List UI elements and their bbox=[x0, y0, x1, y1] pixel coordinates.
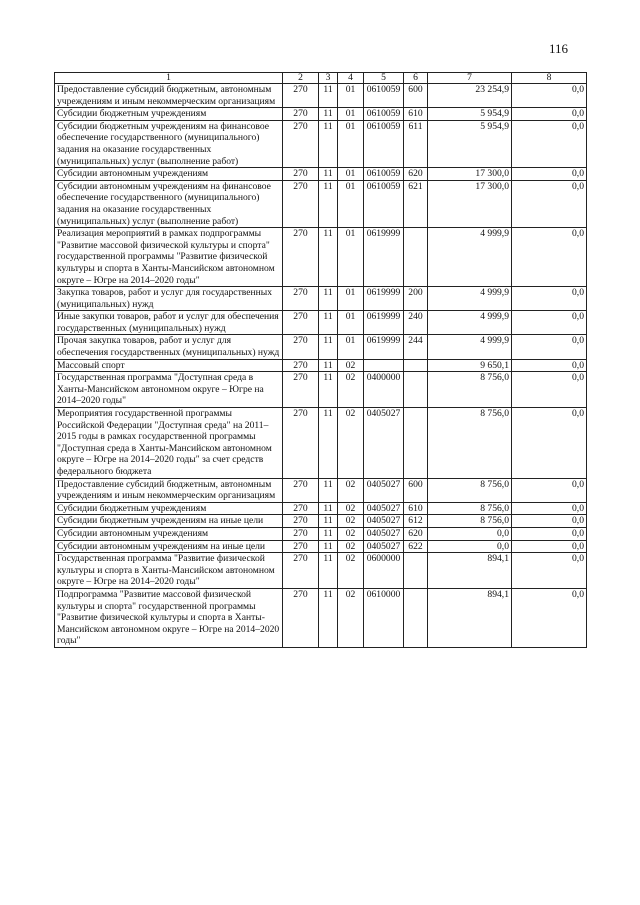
row-code-6: 622 bbox=[404, 540, 428, 553]
row-code-2: 270 bbox=[283, 478, 319, 502]
row-code-3: 11 bbox=[319, 120, 338, 167]
row-code-5: 0610059 bbox=[364, 84, 404, 108]
row-code-2: 270 bbox=[283, 228, 319, 287]
row-amount-2: 0,0 bbox=[512, 553, 587, 589]
row-name: Субсидии автономным учреждениям bbox=[55, 168, 283, 181]
table-row bbox=[55, 478, 587, 502]
col-header-5: 5 bbox=[364, 73, 404, 84]
row-name: Субсидии бюджетным учреждениям на финансовое обеспечение государственного (муниципального) задания на оказание государственных (муниципальных) услуг (выполнение работ) bbox=[55, 120, 283, 167]
table-row bbox=[55, 335, 587, 359]
row-code-6 bbox=[404, 359, 428, 372]
row-code-4: 02 bbox=[338, 502, 364, 515]
row-code-4: 02 bbox=[338, 540, 364, 553]
row-code-6 bbox=[404, 553, 428, 589]
header-row bbox=[55, 73, 587, 84]
row-code-3: 11 bbox=[319, 228, 338, 287]
row-amount-2: 0,0 bbox=[512, 287, 587, 311]
row-code-5: 0610059 bbox=[364, 108, 404, 121]
col-header-3: 3 bbox=[319, 73, 338, 84]
row-code-5: 0405027 bbox=[364, 502, 404, 515]
row-code-3: 11 bbox=[319, 408, 338, 479]
row-code-5: 0405027 bbox=[364, 408, 404, 479]
row-code-4: 02 bbox=[338, 408, 364, 479]
row-code-5: 0600000 bbox=[364, 553, 404, 589]
table-row bbox=[55, 287, 587, 311]
table-row bbox=[55, 540, 587, 553]
table-row bbox=[55, 515, 587, 528]
row-amount: 4 999,9 bbox=[428, 287, 512, 311]
row-amount: 894,1 bbox=[428, 588, 512, 647]
row-amount-2: 0,0 bbox=[512, 527, 587, 540]
table-row bbox=[55, 588, 587, 647]
row-code-4: 02 bbox=[338, 478, 364, 502]
row-code-3: 11 bbox=[319, 84, 338, 108]
row-code-2: 270 bbox=[283, 359, 319, 372]
table-row bbox=[55, 553, 587, 589]
row-code-3: 11 bbox=[319, 478, 338, 502]
row-amount: 8 756,0 bbox=[428, 478, 512, 502]
row-code-2: 270 bbox=[283, 287, 319, 311]
row-amount: 4 999,9 bbox=[428, 311, 512, 335]
row-code-5: 0619999 bbox=[364, 311, 404, 335]
row-amount: 8 756,0 bbox=[428, 502, 512, 515]
row-code-3: 11 bbox=[319, 540, 338, 553]
row-code-4: 01 bbox=[338, 168, 364, 181]
row-code-4: 01 bbox=[338, 180, 364, 227]
row-code-5: 0400000 bbox=[364, 372, 404, 408]
table-row bbox=[55, 228, 587, 287]
row-code-2: 270 bbox=[283, 120, 319, 167]
row-code-4: 02 bbox=[338, 372, 364, 408]
row-code-3: 11 bbox=[319, 372, 338, 408]
row-code-3: 11 bbox=[319, 180, 338, 227]
table-row bbox=[55, 84, 587, 108]
table-row bbox=[55, 359, 587, 372]
row-code-4: 01 bbox=[338, 84, 364, 108]
row-code-2: 270 bbox=[283, 515, 319, 528]
table-row bbox=[55, 502, 587, 515]
row-code-4: 01 bbox=[338, 311, 364, 335]
row-code-3: 11 bbox=[319, 108, 338, 121]
row-amount-2: 0,0 bbox=[512, 359, 587, 372]
row-code-3: 11 bbox=[319, 588, 338, 647]
row-code-2: 270 bbox=[283, 108, 319, 121]
row-amount-2: 0,0 bbox=[512, 168, 587, 181]
row-code-2: 270 bbox=[283, 527, 319, 540]
row-code-6: 244 bbox=[404, 335, 428, 359]
table-row bbox=[55, 108, 587, 121]
row-amount: 8 756,0 bbox=[428, 372, 512, 408]
row-code-5: 0619999 bbox=[364, 335, 404, 359]
row-name: Прочая закупка товаров, работ и услуг для обеспечения государственных (муниципальных) нужд bbox=[55, 335, 283, 359]
col-header-1: 1 bbox=[55, 73, 283, 84]
row-amount-2: 0,0 bbox=[512, 120, 587, 167]
page-number: 116 bbox=[549, 41, 569, 56]
row-name: Предоставление субсидий бюджетным, автономным учреждениям и иным некоммерческим организациям bbox=[55, 478, 283, 502]
row-amount-2: 0,0 bbox=[512, 180, 587, 227]
row-name: Субсидии автономным учреждениям на финансовое обеспечение государственного (муниципального) задания на оказание государственных (муниципальных) услуг (выполнение работ) bbox=[55, 180, 283, 227]
row-amount: 4 999,9 bbox=[428, 335, 512, 359]
row-amount-2: 0,0 bbox=[512, 228, 587, 287]
row-name: Мероприятия государственной программы Российской Федерации "Доступная среда" на 2011–2015 годы в рамках государственной программы "Доступная среда в Ханты-Мансийском автономном округе – Югре на 2014–2020 годы" за счет средств федерального бюджета bbox=[55, 408, 283, 479]
table-body bbox=[55, 84, 587, 648]
row-code-3: 11 bbox=[319, 515, 338, 528]
col-header-4: 4 bbox=[338, 73, 364, 84]
row-code-6: 600 bbox=[404, 84, 428, 108]
row-code-5: 0405027 bbox=[364, 540, 404, 553]
table-row bbox=[55, 527, 587, 540]
row-name: Субсидии автономным учреждениям bbox=[55, 527, 283, 540]
row-amount: 23 254,9 bbox=[428, 84, 512, 108]
row-code-4: 01 bbox=[338, 287, 364, 311]
col-header-8: 8 bbox=[512, 73, 587, 84]
row-code-6 bbox=[404, 372, 428, 408]
row-amount: 0,0 bbox=[428, 540, 512, 553]
row-code-6: 612 bbox=[404, 515, 428, 528]
row-code-6 bbox=[404, 408, 428, 479]
row-code-3: 11 bbox=[319, 359, 338, 372]
row-amount-2: 0,0 bbox=[512, 311, 587, 335]
table-row bbox=[55, 168, 587, 181]
table-row bbox=[55, 408, 587, 479]
row-code-4: 01 bbox=[338, 108, 364, 121]
row-name: Государственная программа "Доступная среда в Ханты-Мансийском автономном округе – Югре на 2014–2020 годы" bbox=[55, 372, 283, 408]
row-code-6 bbox=[404, 228, 428, 287]
row-amount: 17 300,0 bbox=[428, 180, 512, 227]
row-code-6: 600 bbox=[404, 478, 428, 502]
row-name: Реализация мероприятий в рамках подпрограммы "Развитие массовой физической культуры и спорта" государственной программы "Развитие физической культуры и спорта в Ханты-Мансийском автономном округе – Югре на 2014–2020 годы" bbox=[55, 228, 283, 287]
col-header-6: 6 bbox=[404, 73, 428, 84]
row-name: Закупка товаров, работ и услуг для государственных (муниципальных) нужд bbox=[55, 287, 283, 311]
row-amount: 4 999,9 bbox=[428, 228, 512, 287]
row-code-6: 610 bbox=[404, 502, 428, 515]
row-amount-2: 0,0 bbox=[512, 515, 587, 528]
row-name: Субсидии автономным учреждениям на иные цели bbox=[55, 540, 283, 553]
row-code-2: 270 bbox=[283, 311, 319, 335]
row-amount-2: 0,0 bbox=[512, 588, 587, 647]
row-code-6: 200 bbox=[404, 287, 428, 311]
row-code-3: 11 bbox=[319, 335, 338, 359]
row-amount: 894,1 bbox=[428, 553, 512, 589]
row-code-2: 270 bbox=[283, 408, 319, 479]
row-code-4: 01 bbox=[338, 120, 364, 167]
row-code-3: 11 bbox=[319, 527, 338, 540]
row-code-5: 0610059 bbox=[364, 168, 404, 181]
row-code-5 bbox=[364, 359, 404, 372]
row-code-5: 0619999 bbox=[364, 287, 404, 311]
row-name: Субсидии бюджетным учреждениям bbox=[55, 502, 283, 515]
row-code-2: 270 bbox=[283, 588, 319, 647]
table-row bbox=[55, 372, 587, 408]
row-name: Государственная программа "Развитие физической культуры и спорта в Ханты-Мансийском автономном округе – Югре на 2014–2020 годы" bbox=[55, 553, 283, 589]
row-code-5: 0610000 bbox=[364, 588, 404, 647]
row-code-5: 0619999 bbox=[364, 228, 404, 287]
col-header-7: 7 bbox=[428, 73, 512, 84]
row-name: Предоставление субсидий бюджетным, автономным учреждениям и иным некоммерческим организациям bbox=[55, 84, 283, 108]
row-amount: 9 650,1 bbox=[428, 359, 512, 372]
row-name: Субсидии бюджетным учреждениям bbox=[55, 108, 283, 121]
row-code-2: 270 bbox=[283, 372, 319, 408]
row-code-3: 11 bbox=[319, 553, 338, 589]
row-name: Субсидии бюджетным учреждениям на иные цели bbox=[55, 515, 283, 528]
budget-table bbox=[54, 72, 587, 648]
row-code-2: 270 bbox=[283, 335, 319, 359]
row-amount: 5 954,9 bbox=[428, 120, 512, 167]
row-code-6: 610 bbox=[404, 108, 428, 121]
row-code-6 bbox=[404, 588, 428, 647]
row-name: Иные закупки товаров, работ и услуг для обеспечения государственных (муниципальных) нужд bbox=[55, 311, 283, 335]
row-amount-2: 0,0 bbox=[512, 540, 587, 553]
row-code-2: 270 bbox=[283, 168, 319, 181]
row-amount-2: 0,0 bbox=[512, 84, 587, 108]
row-code-2: 270 bbox=[283, 553, 319, 589]
row-amount-2: 0,0 bbox=[512, 335, 587, 359]
row-code-2: 270 bbox=[283, 180, 319, 227]
row-code-3: 11 bbox=[319, 502, 338, 515]
row-amount-2: 0,0 bbox=[512, 478, 587, 502]
row-amount-2: 0,0 bbox=[512, 502, 587, 515]
row-code-6: 240 bbox=[404, 311, 428, 335]
row-code-6: 621 bbox=[404, 180, 428, 227]
row-code-3: 11 bbox=[319, 287, 338, 311]
row-code-4: 02 bbox=[338, 527, 364, 540]
table-row bbox=[55, 120, 587, 167]
row-code-6: 611 bbox=[404, 120, 428, 167]
row-code-4: 01 bbox=[338, 335, 364, 359]
row-code-4: 02 bbox=[338, 515, 364, 528]
row-code-5: 0610059 bbox=[364, 180, 404, 227]
row-name: Массовый спорт bbox=[55, 359, 283, 372]
row-code-3: 11 bbox=[319, 311, 338, 335]
table-row bbox=[55, 180, 587, 227]
row-amount-2: 0,0 bbox=[512, 372, 587, 408]
row-code-4: 02 bbox=[338, 359, 364, 372]
row-code-6: 620 bbox=[404, 168, 428, 181]
col-header-2: 2 bbox=[283, 73, 319, 84]
row-amount: 17 300,0 bbox=[428, 168, 512, 181]
row-code-2: 270 bbox=[283, 84, 319, 108]
row-code-5: 0405027 bbox=[364, 478, 404, 502]
row-code-4: 02 bbox=[338, 588, 364, 647]
row-code-5: 0405027 bbox=[364, 527, 404, 540]
row-amount: 8 756,0 bbox=[428, 515, 512, 528]
row-code-5: 0405027 bbox=[364, 515, 404, 528]
row-amount: 8 756,0 bbox=[428, 408, 512, 479]
row-amount: 5 954,9 bbox=[428, 108, 512, 121]
row-code-2: 270 bbox=[283, 502, 319, 515]
row-amount: 0,0 bbox=[428, 527, 512, 540]
row-code-5: 0610059 bbox=[364, 120, 404, 167]
row-code-4: 01 bbox=[338, 228, 364, 287]
table-row bbox=[55, 311, 587, 335]
row-code-3: 11 bbox=[319, 168, 338, 181]
row-amount-2: 0,0 bbox=[512, 108, 587, 121]
row-code-2: 270 bbox=[283, 540, 319, 553]
row-name: Подпрограмма "Развитие массовой физической культуры и спорта" государственной программы "Развитие физической культуры и спорта в Ханты-Мансийском автономном округе – Югре на 2014–2020 годы" bbox=[55, 588, 283, 647]
row-code-4: 02 bbox=[338, 553, 364, 589]
row-amount-2: 0,0 bbox=[512, 408, 587, 479]
row-code-6: 620 bbox=[404, 527, 428, 540]
